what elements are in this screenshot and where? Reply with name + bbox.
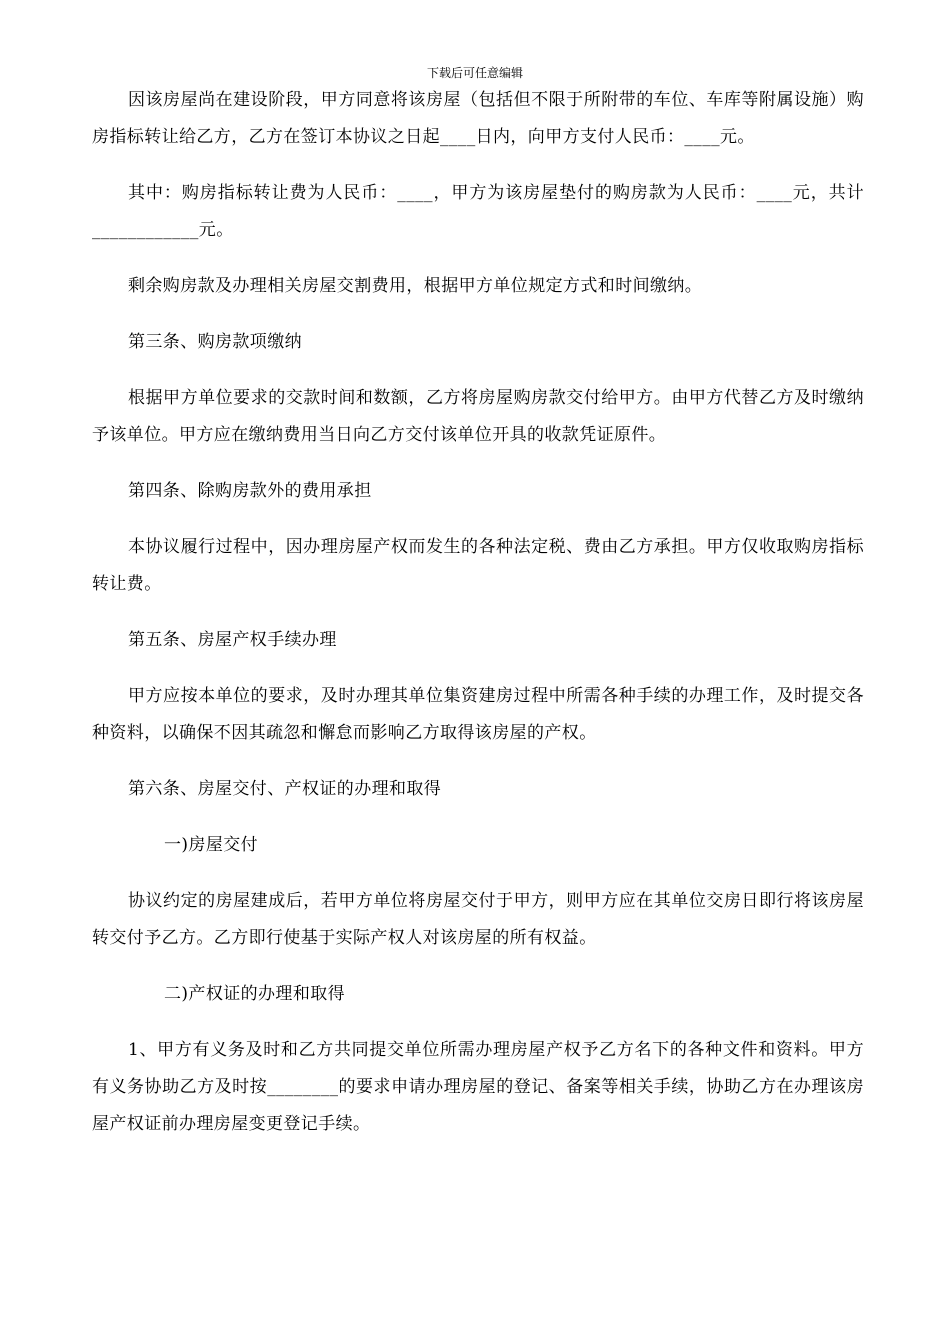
paragraph-fee-breakdown: 其中：购房指标转让费为人民币：____，甲方为该房屋垫付的购房款为人民币：____元，共计____________元。 [92, 183, 864, 240]
paragraph-article-3: 根据甲方单位要求的交款时间和数额，乙方将房屋购房款交付给甲方。由甲方代替乙方及时缴纳予该单位。甲方应在缴纳费用当日向乙方交付该单位开具的收款凭证原件。 [92, 388, 864, 445]
article-4-heading: 第四条、除购房款外的费用承担 [128, 481, 372, 501]
subsection-2-heading: 二)产权证的办理和取得 [164, 984, 346, 1004]
paragraph-article-5: 甲方应按本单位的要求，及时办理其单位集资建房过程中所需各种手续的办理工作，及时提交各种资料，以确保不因其疏忽和懈怠而影响乙方取得该房屋的产权。 [92, 686, 864, 743]
paragraph-certificate-process: 1、甲方有义务及时和乙方共同提交单位所需办理房屋产权予乙方名下的各种文件和资料。甲方有义务协助乙方及时按________的要求申请办理房屋的登记、备案等相关手续，协助乙方在办理该房屋产权证前办理房屋变更登记手续。 [92, 1040, 864, 1134]
article-5-heading: 第五条、房屋产权手续办理 [128, 630, 337, 650]
paragraph-transfer-terms: 因该房屋尚在建设阶段，甲方同意将该房屋（包括但不限于所附带的车位、车库等附属设施）购房指标转让给乙方，乙方在签订本协议之日起____日内，向甲方支付人民币：____元。 [92, 90, 864, 147]
article-3-heading: 第三条、购房款项缴纳 [128, 332, 302, 352]
paragraph-house-delivery: 协议约定的房屋建成后，若甲方单位将房屋交付于甲方，则甲方应在其单位交房日即行将该房屋转交付予乙方。乙方即行使基于实际产权人对该房屋的所有权益。 [92, 891, 864, 948]
paragraph-article-4: 本协议履行过程中，因办理房屋产权而发生的各种法定税、费由乙方承担。甲方仅收取购房指标转让费。 [92, 537, 864, 594]
document-body [92, 82, 864, 1162]
subsection-1-heading: 一)房屋交付 [164, 835, 259, 855]
paragraph-remaining-payment: 剩余购房款及办理相关房屋交割费用，根据甲方单位规定方式和时间缴纳。 [128, 276, 703, 296]
page-header-note: 下载后可任意编辑 [426, 66, 523, 80]
article-6-heading: 第六条、房屋交付、产权证的办理和取得 [128, 779, 442, 799]
